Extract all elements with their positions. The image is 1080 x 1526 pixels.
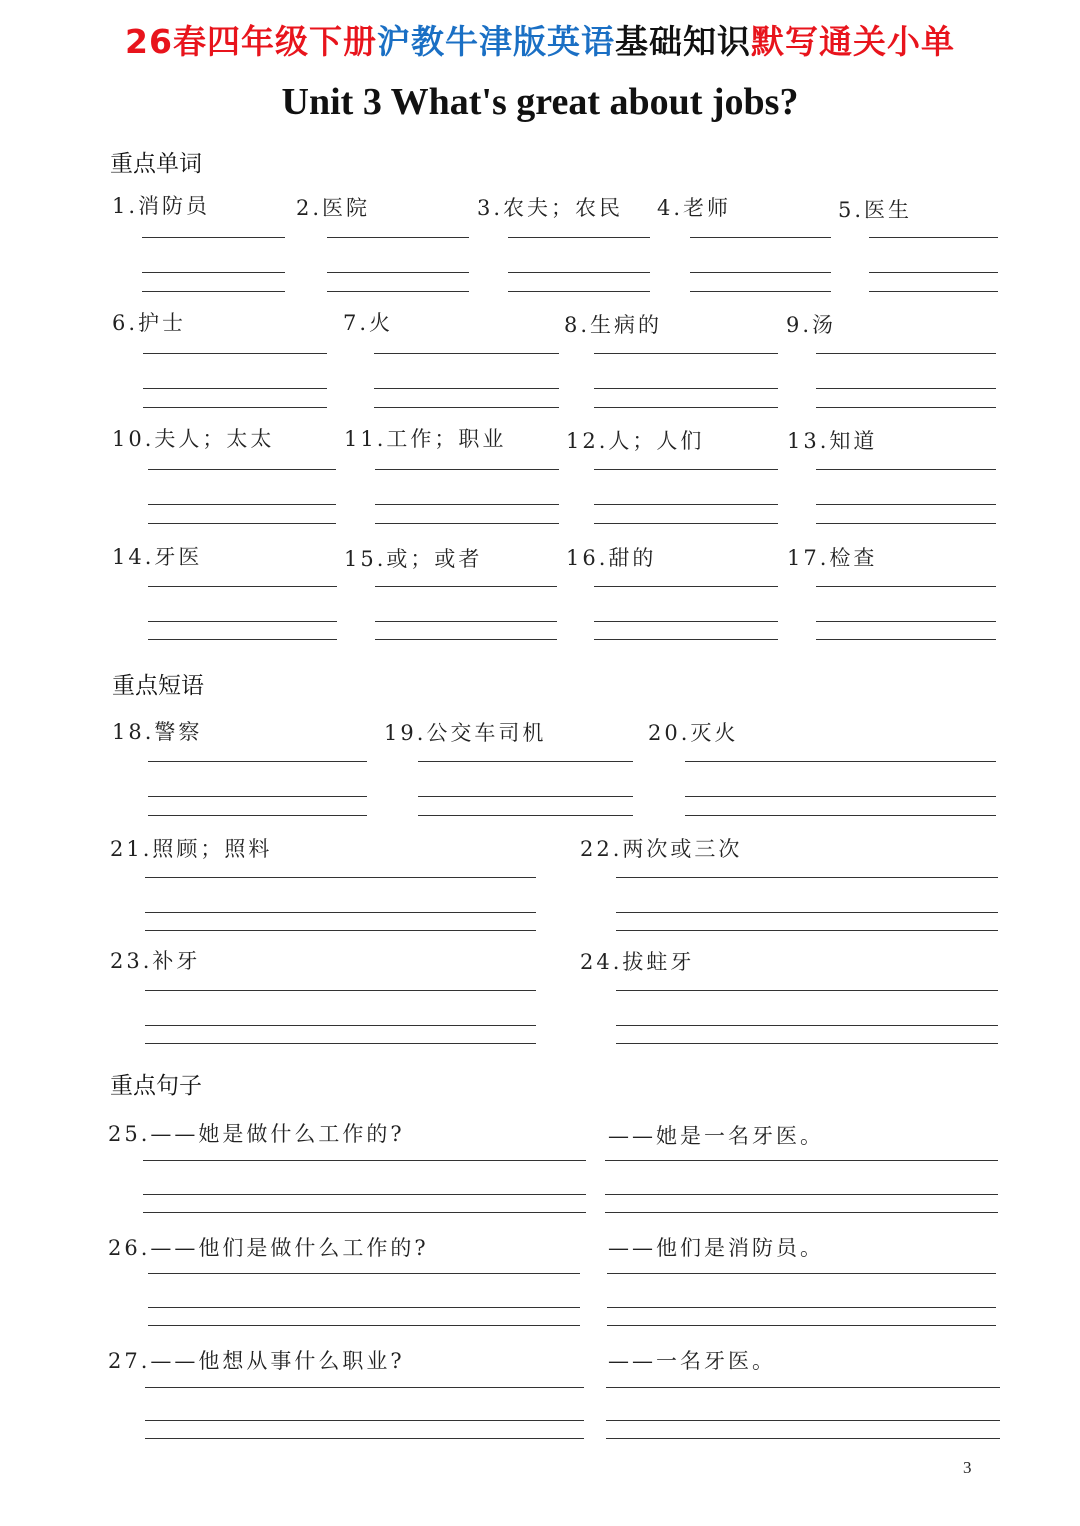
word-prompt-15: 15.或；或者 (344, 547, 483, 571)
answer-line-3-1-0 (375, 586, 557, 587)
answer-line-4-1-2 (418, 815, 633, 816)
answer-line-2-1-2 (375, 523, 559, 524)
answer-line-2-2-1 (594, 504, 778, 505)
answer-line-8-1-0 (607, 1273, 996, 1274)
answer-line-8-0-2 (148, 1325, 580, 1326)
phrase-prompt-22: 22.两次或三次 (580, 837, 743, 861)
title-part-topic: 基础知识 (614, 22, 751, 61)
answer-line-0-3-0 (690, 237, 831, 238)
answer-line-1-2-0 (594, 353, 778, 354)
title-part-sheet: 默写通关小单 (750, 22, 955, 61)
answer-line-4-2-1 (685, 796, 996, 797)
word-prompt-13: 13.知道 (787, 429, 878, 453)
answer-line-8-0-0 (148, 1273, 580, 1274)
answer-line-6-1-0 (616, 990, 998, 991)
answer-line-3-0-0 (148, 586, 337, 587)
answer-line-0-0-0 (142, 237, 285, 238)
word-prompt-4: 4.老师 (657, 196, 732, 220)
answer-line-0-1-1 (327, 272, 469, 273)
answer-line-8-0-1 (148, 1307, 580, 1308)
answer-line-0-2-2 (508, 291, 650, 292)
answer-line-7-1-1 (605, 1194, 998, 1195)
answer-line-0-0-1 (142, 272, 285, 273)
answer-line-0-3-2 (690, 291, 831, 292)
unit-title: Unit 3 What's great about jobs? (281, 81, 799, 123)
word-prompt-11: 11.工作；职业 (344, 427, 507, 451)
answer-line-7-1-0 (605, 1160, 998, 1161)
answer-line-6-0-0 (145, 990, 536, 991)
answer-line-4-1-0 (418, 761, 633, 762)
answer-line-2-3-0 (816, 469, 996, 470)
phrase-prompt-18: 18.警察 (112, 720, 203, 744)
answer-line-3-3-1 (816, 621, 996, 622)
word-prompt-17: 17.检查 (787, 546, 878, 570)
word-prompt-10: 10.夫人；太太 (112, 427, 275, 451)
answer-line-1-0-1 (143, 388, 327, 389)
answer-line-9-1-1 (606, 1420, 1000, 1421)
answer-line-1-3-1 (816, 388, 996, 389)
answer-line-3-2-0 (594, 586, 778, 587)
answer-line-4-2-0 (685, 761, 996, 762)
answer-line-0-4-2 (869, 291, 998, 292)
answer-line-1-1-2 (374, 407, 559, 408)
word-prompt-1: 1.消防员 (112, 194, 211, 218)
word-prompt-7: 7.火 (343, 311, 394, 335)
answer-line-4-0-0 (148, 761, 367, 762)
answer-line-3-2-2 (594, 639, 778, 640)
answer-line-0-4-0 (869, 237, 998, 238)
word-prompt-8: 8.生病的 (564, 313, 663, 337)
word-prompt-2: 2.医院 (296, 196, 371, 220)
answer-line-1-0-0 (143, 353, 327, 354)
answer-line-2-3-2 (816, 523, 996, 524)
answer-line-1-1-0 (374, 353, 559, 354)
answer-line-9-0-1 (145, 1420, 584, 1421)
answer-line-3-0-1 (148, 621, 337, 622)
answer-line-9-1-0 (606, 1387, 1000, 1388)
answer-line-4-2-2 (685, 815, 996, 816)
sentence-answer-26: ——他们是消防员。 (608, 1236, 824, 1260)
word-prompt-3: 3.农夫；农民 (477, 196, 624, 220)
answer-line-4-0-2 (148, 815, 367, 816)
title-part-grade: 26春四年级下册 (125, 22, 377, 61)
sentence-question-27: 27.——他想从事什么职业? (108, 1349, 405, 1373)
page-title (0, 16, 1080, 63)
answer-line-3-1-2 (375, 639, 557, 640)
answer-line-0-3-1 (690, 272, 831, 273)
word-prompt-6: 6.护士 (112, 311, 187, 335)
sentence-question-25: 25.——她是做什么工作的? (108, 1122, 405, 1146)
answer-line-3-2-1 (594, 621, 778, 622)
page-number: 3 (963, 1458, 972, 1477)
phrase-prompt-24: 24.拔蛀牙 (580, 950, 695, 974)
title-part-textbook: 沪教牛津版英语 (376, 22, 615, 61)
section-heading-words: 重点单词 (110, 151, 202, 177)
phrase-prompt-23: 23.补牙 (110, 949, 201, 973)
answer-line-2-2-2 (594, 523, 778, 524)
phrase-prompt-20: 20.灭火 (648, 721, 739, 745)
answer-line-3-0-2 (148, 639, 337, 640)
answer-line-3-3-2 (816, 639, 996, 640)
answer-line-1-3-0 (816, 353, 996, 354)
sentence-answer-27: ——一名牙医。 (608, 1349, 776, 1373)
answer-line-9-0-0 (145, 1387, 584, 1388)
word-prompt-5: 5.医生 (838, 198, 913, 222)
answer-line-8-1-2 (607, 1325, 996, 1326)
answer-line-0-2-0 (508, 237, 650, 238)
answer-line-5-1-2 (616, 930, 998, 931)
answer-line-3-1-1 (375, 621, 557, 622)
answer-line-6-1-1 (616, 1025, 998, 1026)
answer-line-2-3-1 (816, 504, 996, 505)
answer-line-9-1-2 (606, 1438, 1000, 1439)
answer-line-7-0-2 (143, 1212, 586, 1213)
sentence-question-26: 26.——他们是做什么工作的? (108, 1236, 429, 1260)
answer-line-0-0-2 (142, 291, 285, 292)
word-prompt-12: 12.人；人们 (566, 429, 705, 453)
answer-line-0-1-0 (327, 237, 469, 238)
word-prompt-9: 9.汤 (786, 313, 837, 337)
answer-line-9-0-2 (145, 1438, 584, 1439)
answer-line-6-1-2 (616, 1043, 998, 1044)
section-heading-phrases: 重点短语 (112, 673, 204, 699)
answer-line-4-0-1 (148, 796, 367, 797)
word-prompt-14: 14.牙医 (112, 545, 203, 569)
answer-line-7-1-2 (605, 1212, 998, 1213)
answer-line-1-2-1 (594, 388, 778, 389)
answer-line-2-0-0 (148, 469, 336, 470)
answer-line-2-0-1 (148, 504, 336, 505)
answer-line-6-0-2 (145, 1043, 536, 1044)
answer-line-1-0-2 (143, 407, 327, 408)
phrase-prompt-19: 19.公交车司机 (384, 721, 547, 745)
answer-line-1-3-2 (816, 407, 996, 408)
answer-line-1-1-1 (374, 388, 559, 389)
answer-line-0-2-1 (508, 272, 650, 273)
answer-line-0-1-2 (327, 291, 469, 292)
answer-line-5-1-1 (616, 912, 998, 913)
answer-line-7-0-1 (143, 1194, 586, 1195)
answer-line-6-0-1 (145, 1025, 536, 1026)
answer-line-8-1-1 (607, 1307, 996, 1308)
answer-line-2-1-0 (375, 469, 559, 470)
answer-line-2-2-0 (594, 469, 778, 470)
answer-line-5-0-2 (145, 930, 536, 931)
sentence-answer-25: ——她是一名牙医。 (608, 1124, 824, 1148)
answer-line-1-2-2 (594, 407, 778, 408)
answer-line-2-1-1 (375, 504, 559, 505)
answer-line-0-4-1 (869, 272, 998, 273)
answer-line-5-0-0 (145, 877, 536, 878)
word-prompt-16: 16.甜的 (566, 546, 657, 570)
answer-line-4-1-1 (418, 796, 633, 797)
answer-line-7-0-0 (143, 1160, 586, 1161)
answer-line-5-1-0 (616, 877, 998, 878)
answer-line-5-0-1 (145, 912, 536, 913)
phrase-prompt-21: 21.照顾；照料 (110, 837, 273, 861)
section-heading-sentences: 重点句子 (110, 1073, 202, 1099)
answer-line-2-0-2 (148, 523, 336, 524)
answer-line-3-3-0 (816, 586, 996, 587)
